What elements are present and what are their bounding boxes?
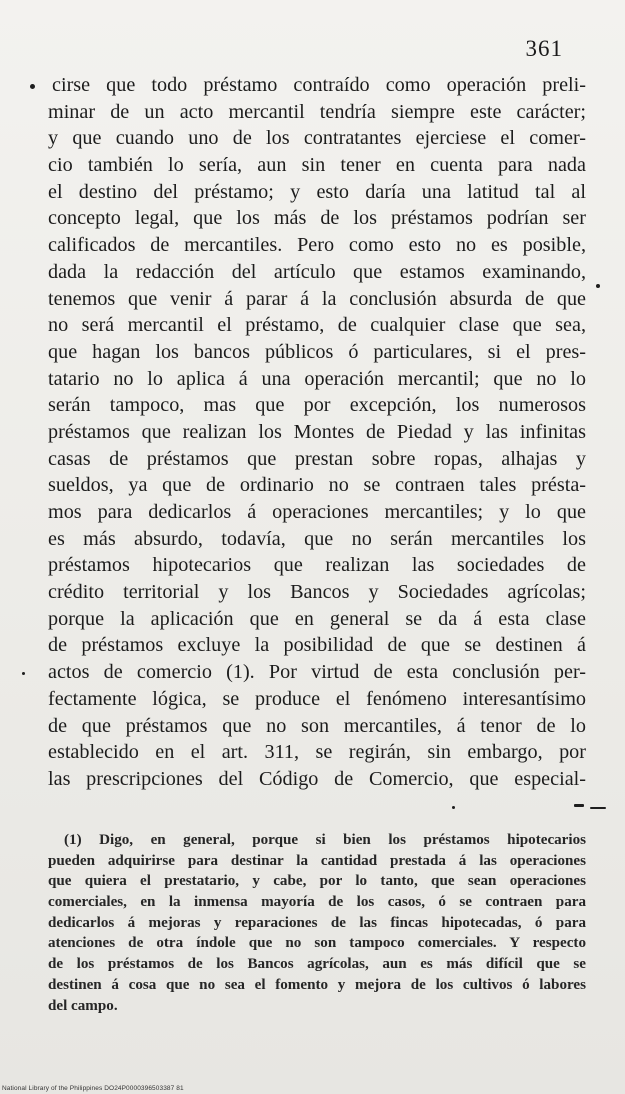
footnote-line: que quiera el prestatario, y cabe, por lo tanto, que sean operaciones (48, 873, 586, 890)
body-line: casas de préstamos que prestan sobre ropas, alhajas y (48, 447, 586, 470)
body-line: préstamos que realizan los Montes de Piedad y las infinitas (48, 420, 586, 443)
body-line: actos de comercio (1). Por virtud de esta conclusión per- (48, 661, 586, 684)
body-line: fectamente lógica, se produce el fenómeno interesantísimo (48, 687, 586, 710)
body-line: concepto legal, que los más de los préstamos podrían ser (48, 207, 586, 230)
footnote-line: pueden adquirirse para destinar la cantidad prestada á las operaciones (48, 852, 586, 869)
footnote-line: de los préstamos de los Bancos agrícolas, aun es más difícil que se (48, 956, 586, 973)
body-line: de préstamos excluye la posibilidad de que se destinen á (48, 634, 586, 657)
ink-speck (22, 672, 25, 675)
page-number: 361 (525, 36, 563, 61)
body-line: el destino del préstamo; y esto daría una latitud tal al (48, 180, 586, 203)
footnote (48, 830, 586, 1016)
body-text (48, 72, 586, 793)
library-stamp: National Library of the Philippines DO24P0000396503387 81 (2, 1085, 184, 1092)
body-line: porque la aplicación que en general se da á esta clase (48, 607, 586, 630)
body-line: y que cuando uno de los contratantes ejerciese el comer- (48, 127, 586, 150)
ink-speck (452, 806, 455, 809)
body-line: tatario no lo aplica á una operación mercantil; que no lo (48, 367, 586, 390)
footnote-line: destinen á cosa que no sea el fomento y mejora de los cultivos ó labores (48, 976, 586, 993)
footnote-line: dedicarlos á mejoras y reparaciones de las fincas hipotecadas, ó para (48, 914, 586, 931)
body-line: tenemos que venir á parar á la conclusión absurda de que (48, 287, 586, 310)
body-line: establecido en el art. 311, se regirán, sin embargo, por (48, 741, 586, 764)
body-line: de que préstamos que no son mercantiles, á tenor de lo (48, 714, 586, 737)
body-line: no será mercantil el préstamo, de cualquier clase que sea, (48, 314, 586, 337)
body-line: que hagan los bancos públicos ó particulares, si el pres- (48, 340, 586, 363)
footnote-line: atenciones de otra índole que no son tampoco comerciales. Y respecto (48, 935, 586, 952)
body-line: crédito territorial y los Bancos y Sociedades agrícolas; (48, 581, 586, 604)
body-line: dada la redacción del artículo que estamos examinando, (48, 260, 586, 283)
body-line: las prescripciones del Código de Comercio, que especial- (48, 767, 586, 790)
body-line: minar de un acto mercantil tendría siempre este carácter; (48, 100, 586, 123)
footnote-line: del campo. (48, 997, 118, 1014)
body-line: serán tampoco, mas que por excepción, los numerosos (48, 394, 586, 417)
ink-speck (596, 284, 600, 288)
footnote-line: comerciales, en la inmensa mayoría de los casos, ó se contraen para (48, 894, 586, 911)
ink-dash (590, 807, 606, 809)
body-line: es más absurdo, todavía, que no serán mercantiles los (48, 527, 586, 550)
ink-dash (574, 804, 584, 807)
body-line: mos para dedicarlos á operaciones mercantiles; y lo que (48, 501, 586, 523)
footnote-line: (1) Digo, en general, porque si bien los préstamos hipotecarios (64, 832, 586, 848)
body-line: sueldos, ya que de ordinario no se contraen tales présta- (48, 474, 586, 497)
body-line: calificados de mercantiles. Pero como esto no es posible, (48, 234, 586, 257)
body-line: préstamos hipotecarios que realizan las sociedades de (48, 554, 586, 577)
body-line: cio también lo sería, aun sin tener en cuenta para nada (48, 154, 586, 177)
body-line: cirse que todo préstamo contraído como operación preli- (52, 74, 586, 96)
ink-speck (30, 84, 35, 89)
